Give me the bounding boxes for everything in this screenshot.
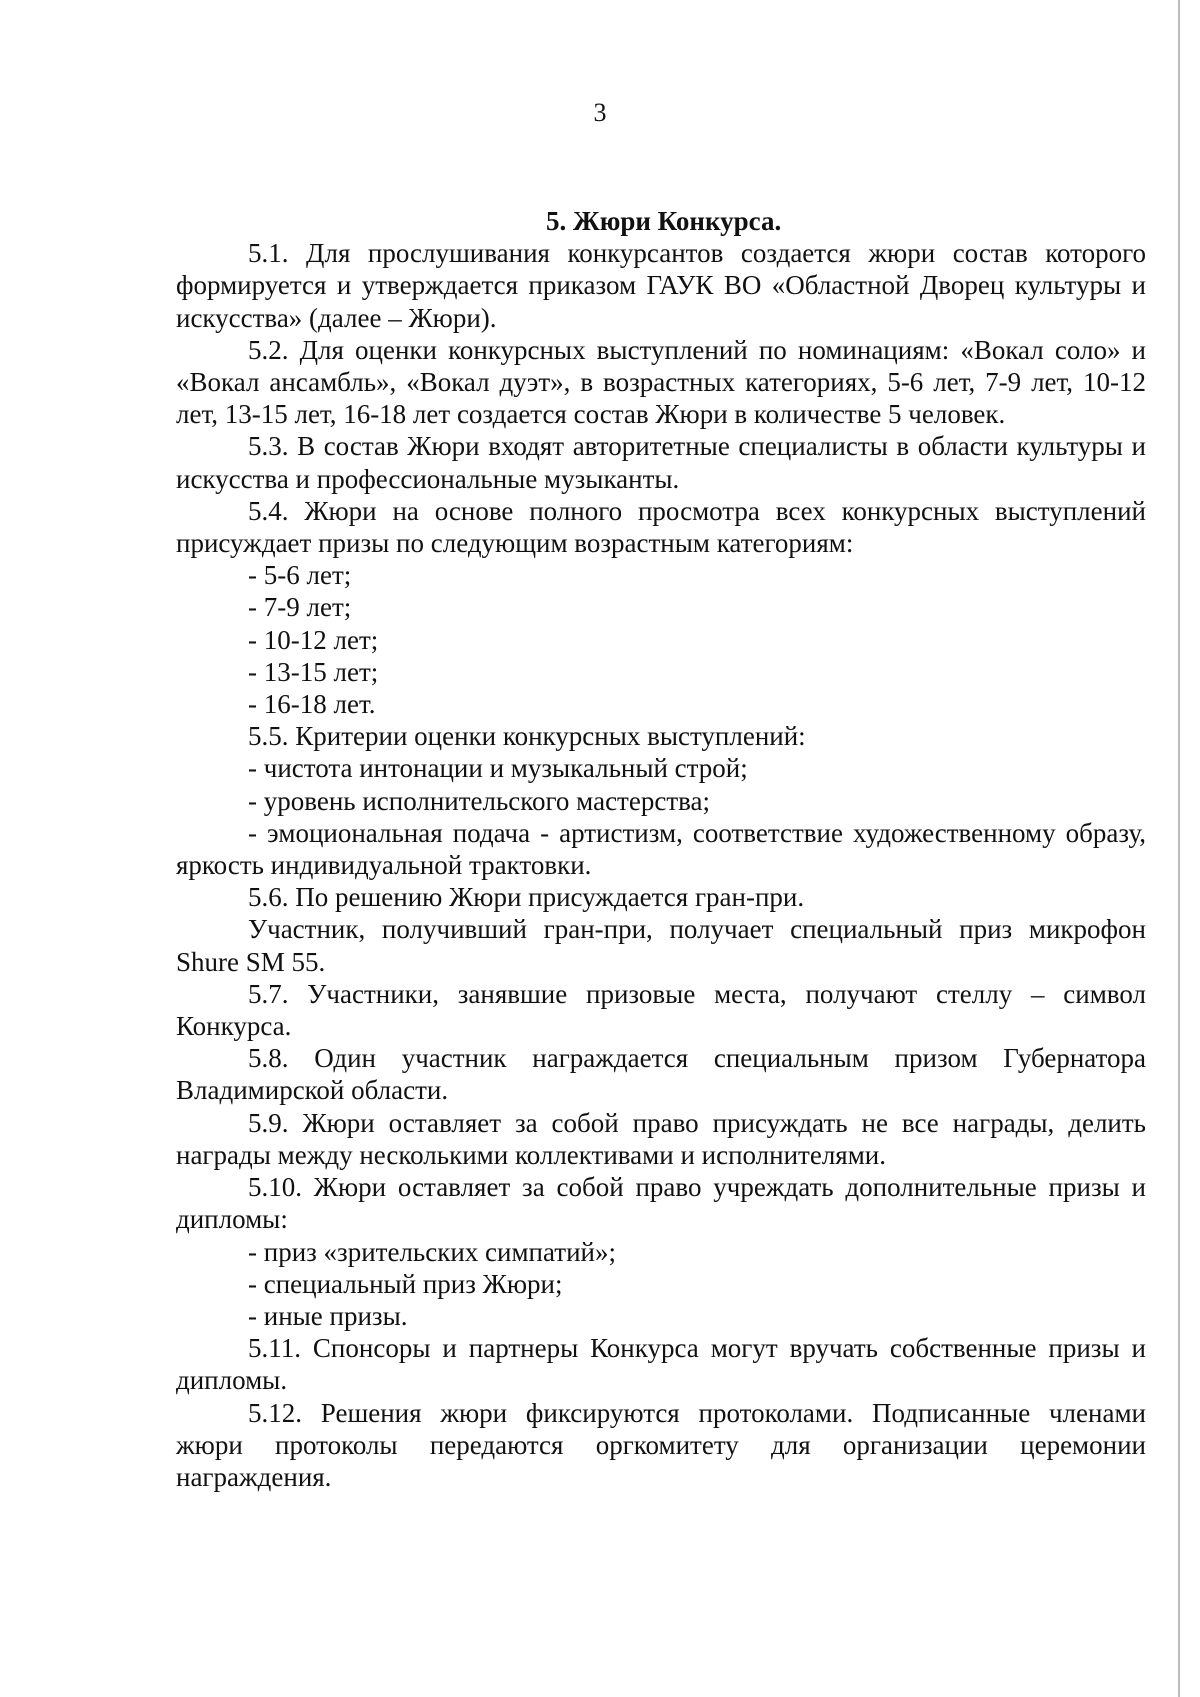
extra-prizes-list <box>176 1236 1146 1333</box>
list-item: - специальный приз Жюри; <box>248 1268 563 1299</box>
paragraph-5-4: 5.4. Жюри на основе полного просмотра всех конкурсных выступлений присуждает призы по следующим возрастным категориям: <box>176 495 1146 559</box>
criteria-item: - уровень исполнительского мастерства; <box>248 785 710 816</box>
section-heading: 5. Жюри Конкурса. <box>546 206 782 236</box>
age-category-list <box>176 559 1146 720</box>
list-item: - приз «зрительских симпатий»; <box>248 1236 616 1267</box>
paragraph-5-2: 5.2. Для оценки конкурсных выступлений по номинациям: «Вокал соло» и «Вокал ансамбль», «Вокал дуэт», в возрастных категориях, 5-6 лет, 7-9 лет, 10-12 лет, 13-15 лет, 16-18 лет создается состав Жюри в количестве 5 человек. <box>176 334 1146 430</box>
paragraph-5-12: 5.12. Решения жюри фиксируются протоколами. Подписанные членами жюри протоколы передаются оргкомитету для организации церемонии награждения. <box>176 1397 1146 1492</box>
paragraph-5-7: 5.7. Участники, занявшие призовые места, получают стеллу – символ Конкурса. <box>176 978 1146 1042</box>
paragraph-5-10: 5.10. Жюри оставляет за собой право учреждать дополнительные призы и дипломы: <box>176 1172 1146 1235</box>
paragraph-5-8: 5.8. Один участник награждается специальным призом Губернатора Владимирской области. <box>176 1043 1146 1106</box>
paragraph-5-6: 5.6. По решению Жюри присуждается гран-при. <box>248 882 805 913</box>
paragraph-5-11: 5.11. Спонсоры и партнеры Конкурса могут вручать собственные призы и дипломы. <box>176 1333 1146 1396</box>
list-item: - 16-18 лет. <box>248 689 376 720</box>
list-item: - 13-15 лет; <box>248 656 379 687</box>
document-body <box>176 205 1146 1493</box>
criteria-item: - чистота интонации и музыкальный строй; <box>248 753 748 784</box>
page-number: 3 <box>593 98 607 127</box>
criteria-item: - эмоциональная подача - артистизм, соответствие художественному образу, яркость индивидуальной трактовки. <box>176 817 1146 881</box>
list-item: - 10-12 лет; <box>248 624 379 655</box>
list-item: - 7-9 лет; <box>248 592 352 623</box>
page-edge-line <box>1178 0 1180 1697</box>
list-item: - иные призы. <box>248 1300 408 1331</box>
paragraph-5-5: 5.5. Критерии оценки конкурсных выступлений: <box>248 721 806 752</box>
list-item: - 5-6 лет; <box>248 560 352 591</box>
paragraph-5-1: 5.1. Для прослушивания конкурсантов создается жюри состав которого формируется и утверждается приказом ГАУК ВО «Областной Дворец культуры и искусства» (далее – Жюри). <box>176 238 1146 333</box>
paragraph-5-6-prize: Участник, получивший гран-при, получает специальный приз микрофон Shure SM 55. <box>176 914 1146 977</box>
paragraph-5-3: 5.3. В состав Жюри входят авторитетные специалисты в области культуры и искусства и профессиональные музыканты. <box>176 431 1146 494</box>
paragraph-5-9: 5.9. Жюри оставляет за собой право присуждать не все награды, делить награды между несколькими коллективами и исполнителями. <box>176 1107 1146 1170</box>
